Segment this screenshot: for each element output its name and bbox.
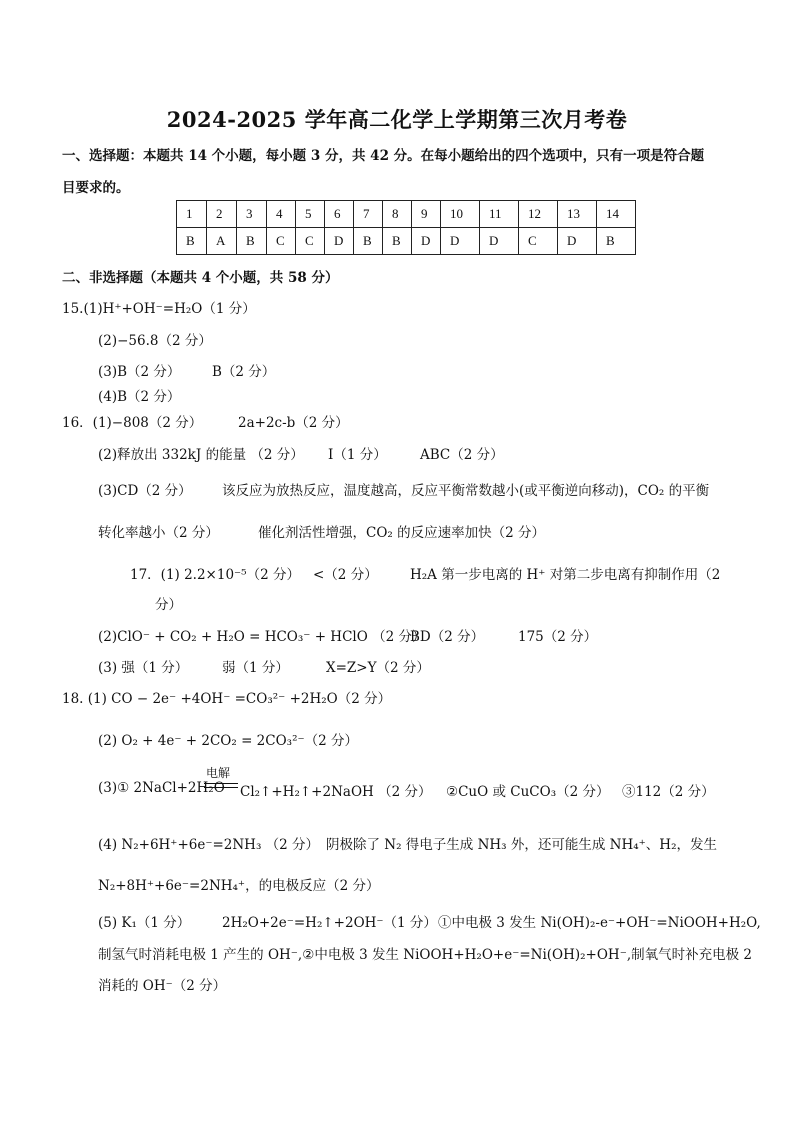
q17-part1d: 分） bbox=[155, 597, 182, 613]
q16-part3a: (3)CD（2 分） bbox=[98, 483, 192, 499]
q16-part4a: 转化率越小（2 分） bbox=[98, 525, 219, 541]
q15-part4: (4)B（2 分） bbox=[98, 389, 181, 405]
answer-table-answer-cell: D bbox=[412, 228, 441, 255]
section1-heading-line2: 目要求的。 bbox=[62, 180, 130, 196]
answer-table-number-cell: 2 bbox=[207, 201, 237, 228]
q16-part1b: 2a+2c-b（2 分） bbox=[238, 415, 349, 431]
section1-heading-line1: 一、选择题：本题共 14 个小题，每小题 3 分，共 42 分。在每小题给出的四个选项中，只有一项是符合题 bbox=[62, 148, 705, 164]
answer-table-answer-cell: A bbox=[207, 228, 237, 255]
q18-part3c: ②CuO 或 CuCO₃（2 分） bbox=[446, 784, 610, 800]
q17-part2b: BD（2 分） bbox=[410, 629, 485, 645]
q16-part2c: ABC（2 分） bbox=[420, 447, 504, 463]
answer-table-answer-row bbox=[177, 228, 636, 255]
q17-part1b: <（2 分） bbox=[313, 567, 378, 583]
answer-table-number-cell: 9 bbox=[412, 201, 441, 228]
answer-table-answer-cell: B bbox=[597, 228, 636, 255]
q15-part3b: B（2 分） bbox=[212, 364, 276, 380]
q18-equals-line-top bbox=[204, 783, 238, 784]
answer-table-answer-cell: D bbox=[325, 228, 354, 255]
q15-part1: 15.(1)H⁺+OH⁻=H₂O（1 分） bbox=[62, 301, 256, 317]
answer-table-answer-cell: D bbox=[441, 228, 480, 255]
answer-table-number-cell: 3 bbox=[237, 201, 267, 228]
q18-part2: (2) O₂ + 4e⁻ + 2CO₂ = 2CO₃²⁻（2 分） bbox=[98, 733, 358, 749]
q17-part2a: (2)ClO⁻ + CO₂ + H₂O = HCO₃⁻ + HClO （2 分） bbox=[98, 629, 426, 645]
answer-table-number-cell: 11 bbox=[480, 201, 519, 228]
q18-part1: 18. (1) CO − 2e⁻ +4OH⁻ =CO₃²⁻ +2H₂O（2 分） bbox=[62, 691, 392, 707]
q16-part4b: 催化剂活性增强，CO₂ 的反应速率加快（2 分） bbox=[258, 525, 545, 541]
q18-part5b: 2H₂O+2e⁻=H₂↑+2OH⁻（1 分） bbox=[222, 915, 437, 931]
q17-part3c: X=Z>Y（2 分） bbox=[326, 660, 430, 676]
answer-table-answer-cell: B bbox=[237, 228, 267, 255]
answer-table-answer-cell: B bbox=[177, 228, 207, 255]
q18-part5a: (5) K₁（1 分） bbox=[98, 915, 191, 931]
q16-part2a: (2)释放出 332kJ 的能量 （2 分） bbox=[98, 447, 304, 463]
q18-part4b: 阴极除了 N₂ 得电子生成 NH₃ 外，还可能生成 NH₄⁺、H₂，发生 bbox=[326, 837, 717, 853]
q18-part4a: (4) N₂+6H⁺+6e⁻=2NH₃ （2 分） bbox=[98, 837, 320, 853]
answer-table-answer-cell: D bbox=[480, 228, 519, 255]
q18-equals-line-bottom bbox=[204, 787, 238, 788]
answer-table bbox=[176, 200, 636, 255]
answer-table-number-cell: 12 bbox=[519, 201, 558, 228]
q18-part5-line2: 制氢气时消耗电极 1 产生的 OH⁻,②中电极 3 发生 NiOOH+H₂O+e⁻=Ni(OH)₂+OH⁻,制氧气时补充电极 2 bbox=[98, 947, 752, 963]
q18-part3a: (3)① 2NaCl+2H₂O bbox=[98, 780, 225, 796]
answer-table-answer-cell: D bbox=[558, 228, 597, 255]
q18-part5c: ①中电极 3 发生 Ni(OH)₂-e⁻+OH⁻=NiOOH+H₂O, bbox=[438, 915, 761, 931]
answer-table-answer-cell: C bbox=[296, 228, 325, 255]
q18-part3d: ③112（2 分） bbox=[622, 784, 715, 800]
q18-electrolysis-condition: 电解 bbox=[206, 766, 231, 780]
q18-part5-line3: 消耗的 OH⁻（2 分） bbox=[98, 978, 227, 994]
answer-table-number-cell: 13 bbox=[558, 201, 597, 228]
q15-part2: (2)−56.8（2 分） bbox=[98, 333, 212, 349]
answer-table-number-row bbox=[177, 201, 636, 228]
answer-table-number-cell: 14 bbox=[597, 201, 636, 228]
q15-part3a: (3)B（2 分） bbox=[98, 364, 181, 380]
q17-part1c: H₂A 第一步电离的 H⁺ 对第二步电离有抑制作用（2 bbox=[410, 567, 721, 583]
answer-table-answer-cell: B bbox=[354, 228, 383, 255]
q16-part3b: 该反应为放热反应，温度越高，反应平衡常数越小(或平衡逆向移动)，CO₂ 的平衡 bbox=[222, 483, 710, 499]
q17-part1a: 17．(1) 2.2×10⁻⁵（2 分） bbox=[130, 567, 300, 583]
answer-table-number-cell: 10 bbox=[441, 201, 480, 228]
section2-heading: 二、非选择题（本题共 4 个小题，共 58 分） bbox=[62, 270, 339, 286]
q18-part3b: Cl₂↑+H₂↑+2NaOH （2 分） bbox=[240, 784, 432, 800]
answer-table-number-cell: 7 bbox=[354, 201, 383, 228]
answer-table-number-cell: 8 bbox=[383, 201, 412, 228]
q16-part2b: I（1 分） bbox=[328, 447, 387, 463]
answer-table-number-cell: 5 bbox=[296, 201, 325, 228]
page-title: 2024-2025 学年高二化学上学期第三次月考卷 bbox=[166, 107, 628, 132]
q17-part2c: 175（2 分） bbox=[518, 629, 598, 645]
answer-table-answer-cell: B bbox=[383, 228, 412, 255]
answer-table-number-cell: 1 bbox=[177, 201, 207, 228]
answer-table-answer-cell: C bbox=[267, 228, 296, 255]
answer-table-number-cell: 6 bbox=[325, 201, 354, 228]
q16-part1a: 16．(1)−808（2 分） bbox=[62, 415, 203, 431]
q17-part3a: (3) 强（1 分） bbox=[98, 660, 189, 676]
q18-part4-continued: N₂+8H⁺+6e⁻=2NH₄⁺，的电极反应（2 分） bbox=[98, 878, 380, 894]
answer-table-number-cell: 4 bbox=[267, 201, 296, 228]
answer-table-answer-cell: C bbox=[519, 228, 558, 255]
q17-part3b: 弱（1 分） bbox=[222, 660, 289, 676]
